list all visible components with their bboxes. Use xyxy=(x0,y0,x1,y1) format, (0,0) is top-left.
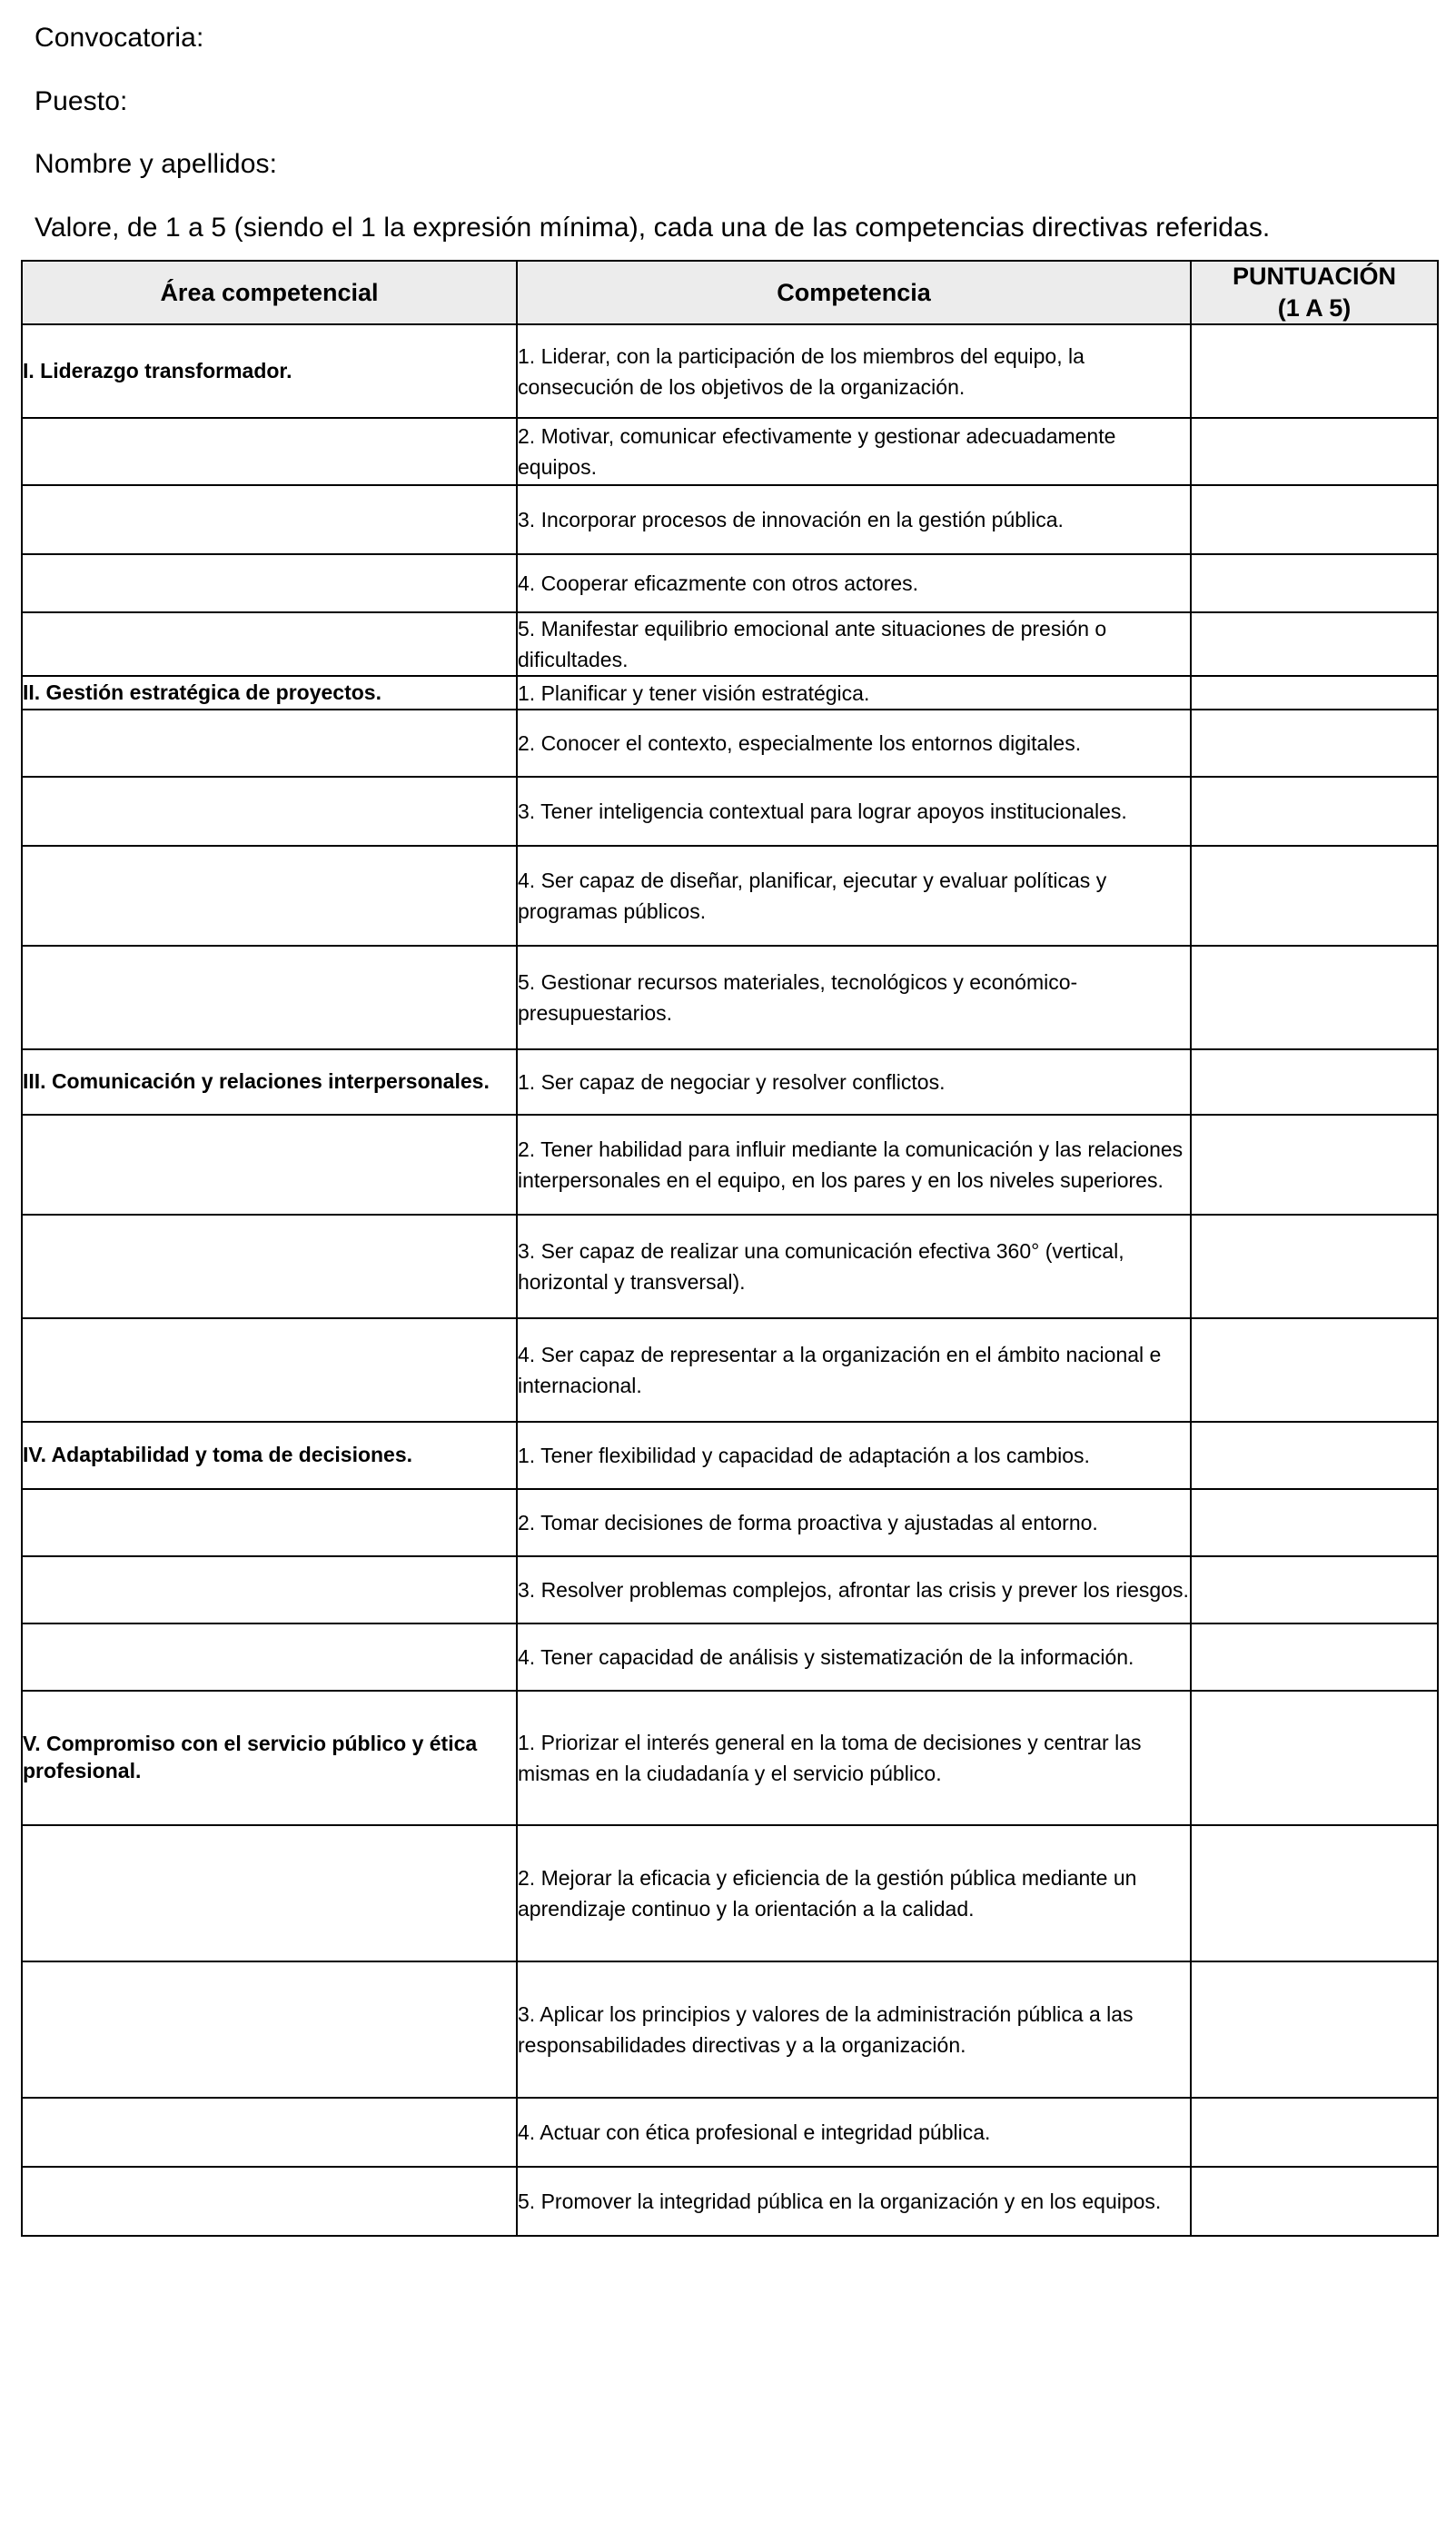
table-row xyxy=(22,1115,1438,1215)
cell-puntuacion-input[interactable] xyxy=(1191,2167,1438,2236)
cell-competencia: 3. Ser capaz de realizar una comunicación efectiva 360° (vertical, horizontal y transversal). xyxy=(517,1215,1191,1318)
cell-puntuacion-input[interactable] xyxy=(1191,1691,1438,1825)
cell-area-competencial: IV. Adaptabilidad y toma de decisiones. xyxy=(22,1422,517,1489)
cell-competencia: 3. Aplicar los principios y valores de la administración pública a las responsabilidades directivas y a la organización. xyxy=(517,1961,1191,2098)
rating-instruction: Valore, de 1 a 5 (siendo el 1 la expresión mínima), cada una de las competencias directivas referidas. xyxy=(35,212,1271,243)
cell-puntuacion-input[interactable] xyxy=(1191,2098,1438,2167)
cell-area-competencial xyxy=(22,612,517,676)
puntuacion-title: PUNTUACIÓN xyxy=(1233,263,1396,291)
cell-competencia: 4. Cooperar eficazmente con otros actores. xyxy=(517,554,1191,612)
cell-area-competencial: II. Gestión estratégica de proyectos. xyxy=(22,676,517,710)
cell-competencia: 2. Conocer el contexto, especialmente los entornos digitales. xyxy=(517,710,1191,777)
table-row xyxy=(22,1623,1438,1691)
table-row xyxy=(22,612,1438,676)
cell-area-competencial xyxy=(22,1215,517,1318)
column-header-area: Área competencial xyxy=(22,261,517,324)
cell-competencia: 1. Tener flexibilidad y capacidad de adaptación a los cambios. xyxy=(517,1422,1191,1489)
cell-competencia: 3. Incorporar procesos de innovación en la gestión pública. xyxy=(517,485,1191,554)
cell-area-competencial xyxy=(22,1115,517,1215)
cell-area-competencial xyxy=(22,710,517,777)
cell-area-competencial xyxy=(22,1318,517,1422)
cell-puntuacion-input[interactable] xyxy=(1191,1623,1438,1691)
cell-area-competencial xyxy=(22,418,517,485)
table-row xyxy=(22,846,1438,946)
column-header-competencia: Competencia xyxy=(517,261,1191,324)
table-row xyxy=(22,1318,1438,1422)
cell-competencia: 4. Ser capaz de diseñar, planificar, ejecutar y evaluar políticas y programas públicos. xyxy=(517,846,1191,946)
table-row xyxy=(22,676,1438,710)
cell-competencia: 4. Actuar con ética profesional e integridad pública. xyxy=(517,2098,1191,2167)
cell-puntuacion-input[interactable] xyxy=(1191,1961,1438,2098)
cell-area-competencial xyxy=(22,946,517,1049)
table-row xyxy=(22,1422,1438,1489)
column-header-puntuacion xyxy=(1191,261,1438,324)
table-row xyxy=(22,1825,1438,1961)
cell-puntuacion-input[interactable] xyxy=(1191,1825,1438,1961)
cell-competencia: 2. Tener habilidad para influir mediante la comunicación y las relaciones interpersonales en el equipo, en los pares y en los niveles superiores. xyxy=(517,1115,1191,1215)
cell-competencia: 1. Planificar y tener visión estratégica. xyxy=(517,676,1191,710)
cell-area-competencial xyxy=(22,554,517,612)
table-row xyxy=(22,1961,1438,2098)
table-row xyxy=(22,485,1438,554)
table-row xyxy=(22,777,1438,846)
cell-area-competencial xyxy=(22,1489,517,1556)
competencies-table xyxy=(21,260,1439,2237)
cell-puntuacion-input[interactable] xyxy=(1191,1215,1438,1318)
cell-puntuacion-input[interactable] xyxy=(1191,710,1438,777)
cell-puntuacion-input[interactable] xyxy=(1191,1049,1438,1115)
cell-competencia: 5. Gestionar recursos materiales, tecnológicos y económico-presupuestarios. xyxy=(517,946,1191,1049)
convocatoria-label: Convocatoria: xyxy=(35,23,204,53)
table-row xyxy=(22,418,1438,485)
table-head xyxy=(22,261,1438,324)
table-body xyxy=(22,324,1438,2236)
cell-competencia: 2. Tomar decisiones de forma proactiva y ajustadas al entorno. xyxy=(517,1489,1191,1556)
cell-area-competencial xyxy=(22,1556,517,1623)
table-row xyxy=(22,1556,1438,1623)
cell-puntuacion-input[interactable] xyxy=(1191,612,1438,676)
table-row xyxy=(22,1215,1438,1318)
cell-competencia: 5. Manifestar equilibrio emocional ante situaciones de presión o dificultades. xyxy=(517,612,1191,676)
cell-area-competencial xyxy=(22,1623,517,1691)
puntuacion-range: (1 A 5) xyxy=(1277,294,1352,323)
cell-competencia: 4. Tener capacidad de análisis y sistematización de la información. xyxy=(517,1623,1191,1691)
cell-puntuacion-input[interactable] xyxy=(1191,777,1438,846)
cell-puntuacion-input[interactable] xyxy=(1191,846,1438,946)
cell-area-competencial xyxy=(22,777,517,846)
cell-competencia: 3. Resolver problemas complejos, afrontar las crisis y prever los riesgos. xyxy=(517,1556,1191,1623)
cell-competencia: 1. Liderar, con la participación de los miembros del equipo, la consecución de los objetivos de la organización. xyxy=(517,324,1191,418)
table-row xyxy=(22,324,1438,418)
cell-area-competencial xyxy=(22,846,517,946)
cell-puntuacion-input[interactable] xyxy=(1191,676,1438,710)
cell-puntuacion-input[interactable] xyxy=(1191,485,1438,554)
table-row xyxy=(22,946,1438,1049)
cell-competencia: 1. Priorizar el interés general en la toma de decisiones y centrar las mismas en la ciudadanía y el servicio público. xyxy=(517,1691,1191,1825)
cell-area-competencial: I. Liderazgo transformador. xyxy=(22,324,517,418)
cell-puntuacion-input[interactable] xyxy=(1191,1115,1438,1215)
cell-puntuacion-input[interactable] xyxy=(1191,1422,1438,1489)
cell-competencia: 3. Tener inteligencia contextual para lograr apoyos institucionales. xyxy=(517,777,1191,846)
cell-puntuacion-input[interactable] xyxy=(1191,418,1438,485)
cell-competencia: 1. Ser capaz de negociar y resolver conflictos. xyxy=(517,1049,1191,1115)
cell-puntuacion-input[interactable] xyxy=(1191,554,1438,612)
cell-competencia: 2. Mejorar la eficacia y eficiencia de la gestión pública mediante un aprendizaje continuo y la orientación a la calidad. xyxy=(517,1825,1191,1961)
table-row xyxy=(22,2098,1438,2167)
table-row xyxy=(22,554,1438,612)
cell-puntuacion-input[interactable] xyxy=(1191,1556,1438,1623)
cell-area-competencial xyxy=(22,2098,517,2167)
table-row xyxy=(22,1691,1438,1825)
table-row xyxy=(22,710,1438,777)
table-row xyxy=(22,1049,1438,1115)
table-row xyxy=(22,2167,1438,2236)
puesto-label: Puesto: xyxy=(35,85,128,116)
table-row xyxy=(22,1489,1438,1556)
form-intro-block xyxy=(0,0,1456,245)
table-header-row xyxy=(22,261,1438,324)
cell-puntuacion-input[interactable] xyxy=(1191,946,1438,1049)
cell-puntuacion-input[interactable] xyxy=(1191,1489,1438,1556)
cell-area-competencial: V. Compromiso con el servicio público y ética profesional. xyxy=(22,1691,517,1825)
cell-area-competencial: III. Comunicación y relaciones interpersonales. xyxy=(22,1049,517,1115)
nombre-apellidos-label: Nombre y apellidos: xyxy=(35,149,278,180)
cell-puntuacion-input[interactable] xyxy=(1191,324,1438,418)
cell-competencia: 2. Motivar, comunicar efectivamente y gestionar adecuadamente equipos. xyxy=(517,418,1191,485)
cell-puntuacion-input[interactable] xyxy=(1191,1318,1438,1422)
cell-competencia: 5. Promover la integridad pública en la organización y en los equipos. xyxy=(517,2167,1191,2236)
cell-competencia: 4. Ser capaz de representar a la organización en el ámbito nacional e internacional. xyxy=(517,1318,1191,1422)
cell-area-competencial xyxy=(22,485,517,554)
cell-area-competencial xyxy=(22,2167,517,2236)
competencies-table-wrap xyxy=(0,260,1456,2237)
cell-area-competencial xyxy=(22,1825,517,1961)
cell-area-competencial xyxy=(22,1961,517,2098)
